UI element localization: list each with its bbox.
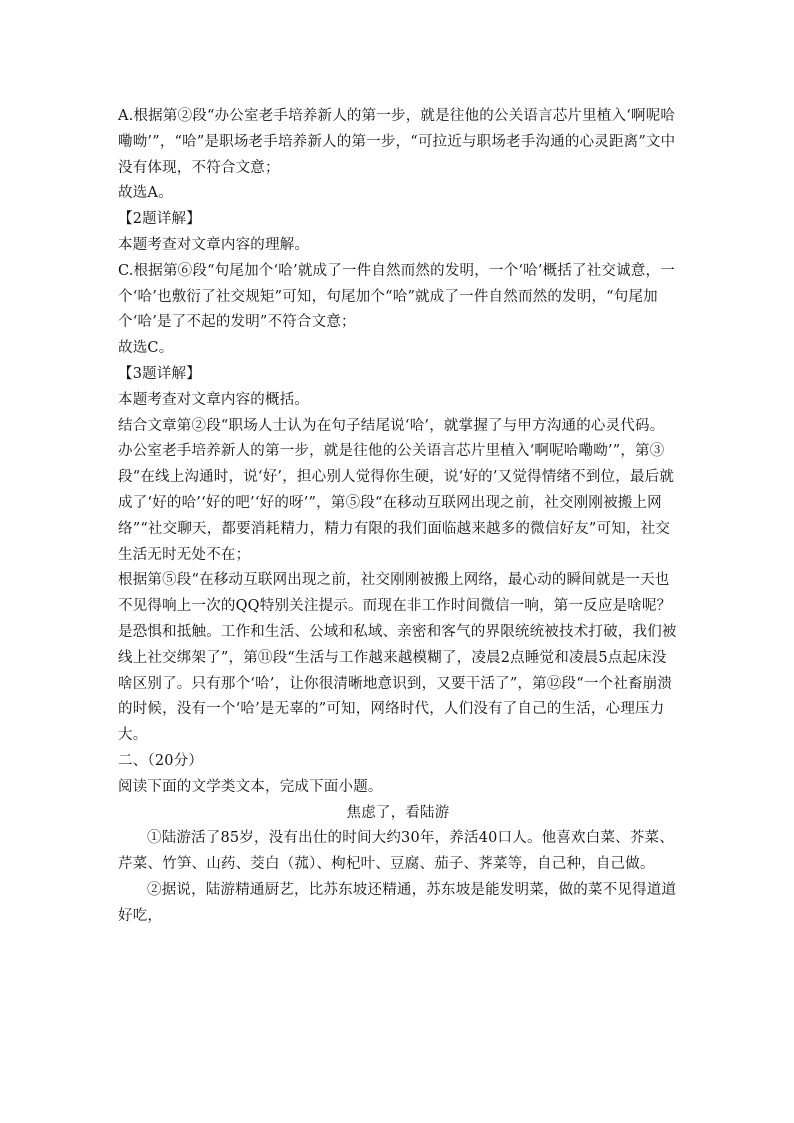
q2-description: 本题考查对文章内容的理解。 (118, 236, 310, 253)
article-title: 焦虑了，看陆游 (346, 804, 450, 821)
answer-analysis-a: A.根据第②段“办公室老手培养新人的第一步，就是往他的公关语言芯片里植入‘啊呢哈嘞呦’”，“哈”是职场老手培养新人的第一步，“可拉近与职场老手沟通的心灵距离”文中没有体现，不符合文意； (118, 108, 676, 176)
q3-description: 本题考查对文章内容的概括。 (118, 391, 310, 408)
answer-analysis-c: C.根据第⑥段“句尾加个‘哈’就成了一件自然而然的发明，一个‘哈’概括了社交诚意，一个‘哈’也敷衍了社交规矩”可知，句尾加个“哈”就成了一件自然而然的发明，“句尾加个‘哈’是了不起的发明”不符合文意； (118, 262, 675, 331)
answer-choice-1: 故选A。 (118, 185, 173, 202)
answer-choice-2: 故选C。 (118, 340, 174, 357)
section-heading-q3: 【3题详解】 (118, 365, 201, 382)
document-body (118, 104, 678, 930)
q3-analysis-part1: 结合文章第②段“职场人士认为在句子结尾说‘哈’，就掌握了与甲方沟通的心灵代码。办公室老手培养新人的第一步，就是往他的公关语言芯片里植入‘啊呢哈嘞呦’”，第③段“在线上沟通时，说‘好’，担心别人觉得你生硬，说‘好的’又觉得情绪不到位，最后就成了‘好的哈’‘好的吧’‘好的呀’”，第⑤段“在移动互联网出现之前，社交刚刚被搬上网络”“社交聊天，都要消耗精力，精力有限的我们面临越来越多的微信好友”可知，社交生活无时无处不在； (118, 417, 675, 563)
q3-analysis-part2: 根据第⑤段“在移动互联网出现之前，社交刚刚被搬上网络，最心动的瞬间就是一天也不见得响上一次的QQ特别关注提示。而现在非工作时间微信一响，第一反应是啥呢？是恐惧和抵触。工作和生活、公域和私域、亲密和客气的界限统统被技术打破，我们被线上社交绑架了”，第⑪段“生活与工作越来越模糊了，凌晨2点睡觉和凌晨5点起床没啥区别了。只有那个‘哈’，让你很清晰地意识到，又要干活了”，第⑫段“一个社畜崩溃的时候，没有一个‘哈’是无辜的”可知，网络时代，人们没有了自己的生活，心理压力大。 (118, 572, 677, 744)
article-paragraph-1: ①陆游活了85岁，没有出仕的时间大约30年，养活40口人。他喜欢白菜、芥菜、芹菜、竹笋、山药、茭白（菰）、枸杞叶、豆腐、茄子、荠菜等，自己种，自己做。 (118, 830, 674, 873)
reading-instruction: 阅读下面的文学类文本，完成下面小题。 (118, 778, 383, 795)
article-paragraph-2: ②据说，陆游精通厨艺，比苏东坡还精通，苏东坡是能发明菜，做的菜不见得道道好吃， (118, 881, 677, 924)
section-two-heading: 二、（20分） (118, 752, 204, 769)
section-heading-q2: 【2题详解】 (118, 211, 201, 228)
